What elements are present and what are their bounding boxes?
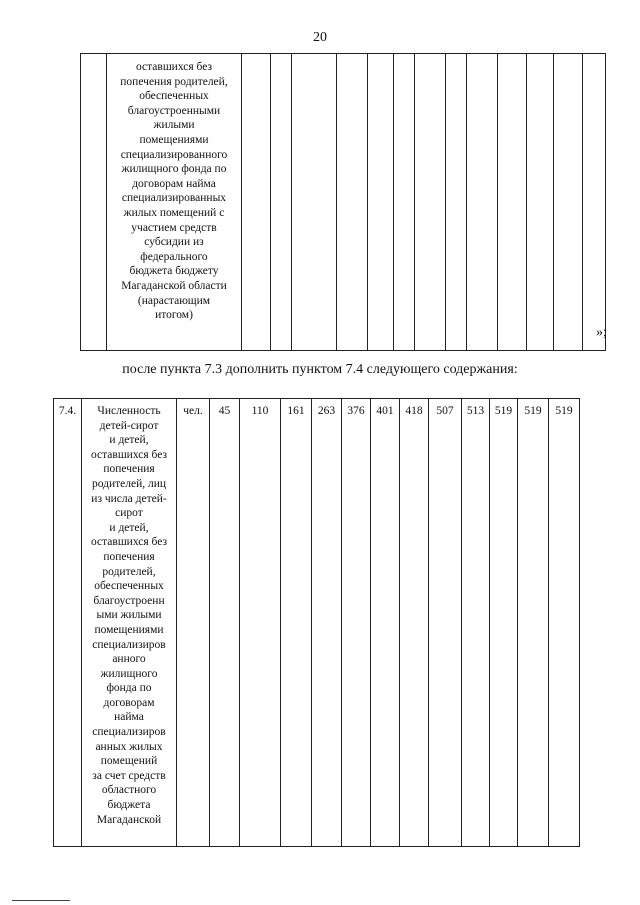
description-line: фонда по: [106, 682, 152, 695]
value-cell: [527, 54, 554, 351]
description-line: Магаданской: [96, 813, 162, 826]
description-line: договорам: [103, 696, 155, 709]
table-row: [54, 399, 580, 847]
value-cell: 513: [462, 399, 490, 847]
value-cell: [394, 54, 415, 351]
description-line: помещениями: [94, 623, 164, 636]
description-line: областного: [101, 784, 157, 797]
description-line: (нарастающим: [137, 294, 211, 307]
number-cell: [81, 54, 107, 351]
value-cell: [415, 54, 446, 351]
description-line: родителей,: [102, 565, 156, 578]
value-cell: 161: [281, 399, 312, 847]
description-line: анного: [112, 653, 146, 666]
unit-cell: чел.: [177, 399, 210, 847]
description-line: оставшихся без: [90, 536, 168, 549]
value-cell: [292, 54, 337, 351]
description-line: специализиров: [92, 726, 166, 739]
amendment-intro: после пункта 7.3 дополнить пунктом 7.4 следующего содержания:: [122, 362, 518, 377]
description-cell: [107, 54, 242, 351]
value-cell: [368, 54, 394, 351]
description-line: Магаданской области: [121, 279, 227, 292]
value-cell: 519: [490, 399, 518, 847]
closing-quote: »;: [596, 325, 607, 340]
value-cell: 263: [312, 399, 342, 847]
description-line: специализированного: [120, 148, 228, 161]
description-line: жилых помещений с: [123, 206, 225, 219]
unit-cell: [242, 54, 271, 351]
description-line: родителей, лиц: [91, 477, 167, 490]
indicator-table-continued: [80, 53, 606, 351]
description-line: бюджета: [107, 799, 151, 812]
value-cell: 519: [549, 399, 580, 847]
value-cell: [337, 54, 368, 351]
indicator-table-new-row: [53, 398, 580, 847]
description-line: найма: [114, 711, 144, 724]
row-number-cell: 7.4.: [54, 399, 82, 847]
value-cell: [498, 54, 527, 351]
description-line: участием средств: [131, 221, 217, 234]
description-line: жилищного: [100, 667, 158, 680]
description-line: попечения: [103, 463, 155, 476]
value-cell: 519: [518, 399, 549, 847]
value-cell: 110: [240, 399, 281, 847]
value-cell: 418: [400, 399, 429, 847]
footer-rule: [12, 900, 70, 901]
description-line: ыми жилыми: [96, 609, 162, 622]
description-line: федерального: [140, 250, 208, 263]
description-line: жилыми: [153, 119, 195, 132]
description-line: попечения: [103, 550, 155, 563]
description-line: попечения родителей,: [120, 75, 228, 88]
value-cell: [554, 54, 583, 351]
description-line: за счет средств: [92, 769, 166, 782]
description-line: анных жилых: [95, 740, 163, 753]
description-line: и детей,: [109, 521, 149, 534]
description-line: обеспеченных: [94, 580, 164, 593]
value-cell: [467, 54, 498, 351]
description-line: оставшихся без: [90, 448, 168, 461]
value-cell: 401: [371, 399, 400, 847]
value-cell: [446, 54, 467, 351]
description-line: из числа детей-: [91, 492, 167, 505]
description-line: обеспеченных: [139, 90, 209, 103]
value-cell: 507: [429, 399, 462, 847]
description-line: оставшихся без: [135, 61, 213, 73]
description-line: итогом): [155, 309, 193, 322]
description-cell: [82, 399, 177, 847]
value-cell: 376: [342, 399, 371, 847]
description-line: детей-сирот: [99, 419, 159, 432]
value-cell: 45: [210, 399, 240, 847]
table-row: [81, 54, 606, 351]
description-line: жилищного фонда по: [121, 163, 227, 176]
description-line: специализированных: [121, 192, 227, 205]
description-line: сирот: [115, 507, 143, 520]
description-line: помещений: [100, 755, 158, 768]
description-line: бюджета бюджету: [129, 265, 219, 278]
description-line: договорам найма: [132, 177, 216, 190]
description-line: и детей,: [109, 434, 149, 447]
description-line: благоустроенными: [127, 104, 221, 117]
page-number: 20: [313, 30, 327, 45]
description-line: Численность: [97, 405, 161, 417]
description-line: специализиров: [92, 638, 166, 651]
value-cell: [271, 54, 292, 351]
description-line: субсидии из: [144, 236, 204, 249]
description-line: благоустроенн: [93, 594, 165, 607]
description-line: помещениями: [139, 133, 209, 146]
value-cell: [583, 54, 606, 351]
